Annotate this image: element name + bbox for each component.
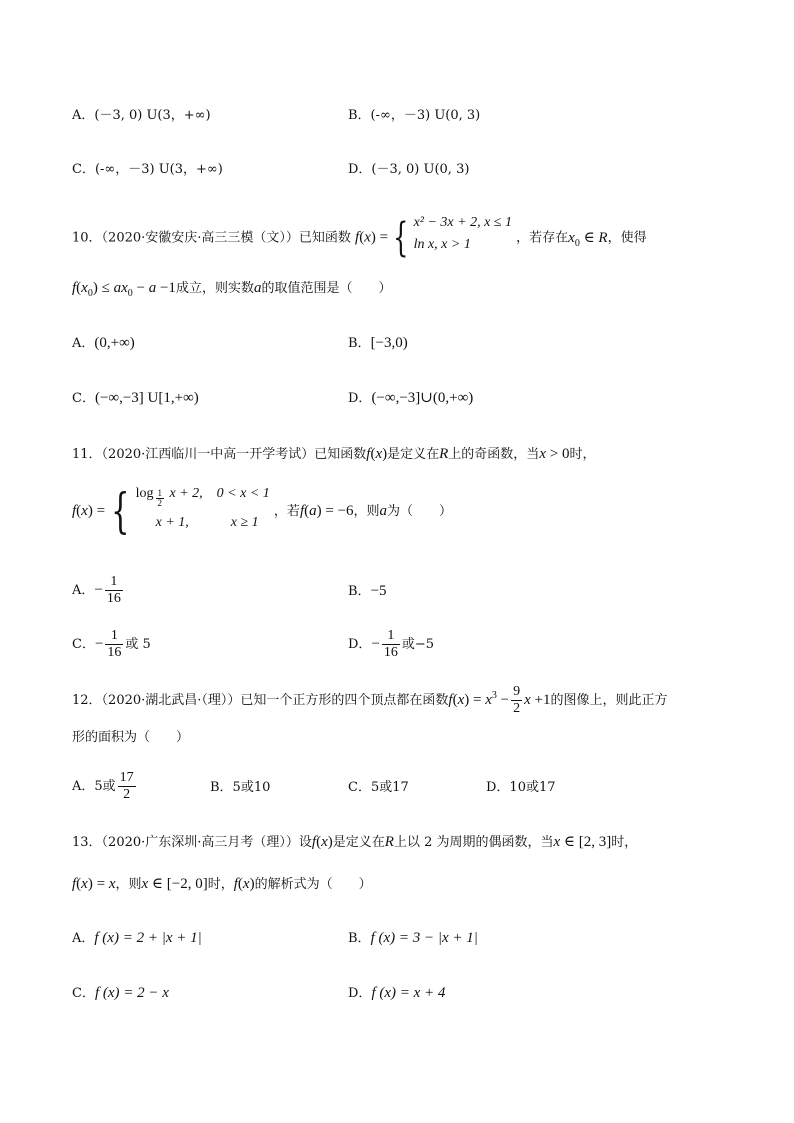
q10-function: f(x) =	[355, 229, 389, 246]
q13-interval2: x ∈ [−2, 0]	[141, 876, 208, 892]
q11-source: （2020·江西临川一中高一开学考试）已知函数	[101, 447, 367, 462]
q13-mid2: 上以 2 为周期的偶函数，当	[393, 835, 554, 850]
q11-piecewise-line	[72, 483, 453, 540]
q10-x0: $x_0$ ∈ R	[568, 229, 608, 249]
q13-line2a: ，则	[115, 877, 142, 892]
q10-stem	[72, 215, 647, 261]
q10-inequality: $f(x_0) \le ax_0 - a -1$	[72, 280, 176, 299]
q10-a: a	[253, 280, 262, 296]
q11-piecewise: log $_{\frac{1}{2}}$ x + 2, 0 < x < 1 x + 1, x ≥ 1	[135, 486, 270, 530]
q12-option-d[interactable]: D．10或17	[486, 780, 556, 795]
q10-option-d[interactable]: D．(−∞,−3]∪(0,+∞)	[348, 390, 474, 406]
q13-source: （2020·广东深圳·高三月考（理））设	[101, 835, 312, 850]
q11-stem	[72, 444, 595, 465]
q10-option-a[interactable]: A．(0,+∞)	[72, 335, 135, 351]
q13-interval: x ∈ [2, 3]	[553, 834, 612, 850]
q12-function: $f(x) = x^3$ − $\frac{9}{2}$ x +1	[448, 684, 551, 716]
q13-end: 时，	[611, 835, 638, 850]
q11-option-b[interactable]: B．−5	[348, 583, 387, 599]
q13-mid: 是定义在	[332, 835, 385, 850]
q10-option-c[interactable]: C．(−∞,−3] U[1,+∞)	[72, 390, 199, 406]
q13-option-d[interactable]: D．f (x) = x + 4	[348, 985, 446, 1001]
q13-R: R	[384, 834, 394, 850]
q12-option-a[interactable]: A．5或 $\frac{17}{2}$	[72, 770, 134, 802]
q13-option-b[interactable]: B．f (x) = 3 − |x + 1|	[348, 930, 478, 946]
q11-fa: f(a) = −6	[299, 502, 354, 519]
q11-mid: 是定义在	[387, 447, 440, 462]
q13-fx: f(x)	[311, 834, 333, 850]
q11-R: R	[439, 446, 449, 462]
q11-after: ，若	[273, 503, 300, 519]
q10-tail: 的取值范围是（ ）	[261, 281, 392, 296]
q11-mid2: 上的奇函数，当	[448, 447, 540, 462]
q9-option-a[interactable]: A．(－3, 0) U(3，+∞)	[72, 108, 211, 123]
q10-stem-line2	[72, 278, 391, 304]
q11-a: a	[379, 502, 388, 519]
q13-number: 13．	[72, 835, 102, 850]
q13-fx2: f(x)	[233, 876, 255, 892]
q11-after2: ，则	[353, 503, 380, 519]
q12-option-c[interactable]: C．5或17	[348, 780, 409, 795]
q10-number: 10．	[72, 230, 102, 246]
q13-option-c[interactable]: C．f (x) = 2 − x	[72, 985, 169, 1001]
q11-number: 11．	[72, 447, 102, 462]
q13-fx-eq: f(x) = x	[72, 876, 116, 892]
q9-option-b[interactable]: B．(-∞，－3) U(0, 3)	[348, 108, 481, 123]
q11-brace: {	[111, 483, 130, 540]
q11-option-a[interactable]: A．− $\frac{1}{16}$	[72, 574, 121, 606]
q13-line2b: 时，	[207, 877, 234, 892]
q11-fx: f(x)	[366, 446, 388, 462]
q10-mid: ，若存在	[516, 230, 569, 246]
q12-option-b[interactable]: B．5或10	[210, 780, 271, 795]
q11-option-c[interactable]: C．− $\frac{1}{16}$ 或 5	[72, 628, 151, 660]
q10-source: （2020·安徽安庆·高三三模（文））已知函数	[101, 230, 351, 246]
q11-end: 时，	[569, 447, 596, 462]
q12-source: （2020·湖北武昌·（理））已知一个正方形的四个顶点都在函数	[101, 692, 449, 708]
q9-option-d[interactable]: D．(－3, 0) U(0, 3)	[348, 162, 470, 177]
q10-brace: {	[393, 215, 409, 261]
q12-stem-line2: 形的面积为（ ）	[72, 730, 190, 745]
q13-line2c: 的解析式为（ ）	[254, 877, 372, 892]
q9-option-c[interactable]: C．(-∞，－3) U(3，+∞)	[72, 162, 223, 177]
q12-number: 12．	[72, 692, 102, 708]
q10-end: ，使得	[607, 230, 647, 246]
q12-end: 的图像上，则此正方	[550, 692, 668, 708]
q11-option-d[interactable]: D．− $\frac{1}{16}$ 或−5	[348, 628, 435, 660]
q13-option-a[interactable]: A．f (x) = 2 + |x + 1|	[72, 930, 202, 946]
q12-stem	[72, 684, 668, 720]
q13-stem-line2	[72, 874, 372, 895]
q11-after3: 为（ ）	[387, 503, 453, 519]
q11-cond: x > 0	[539, 446, 570, 462]
q10-cond: 成立，则实数	[175, 281, 254, 296]
q10-piecewise: x² − 3x + 2, x ≤ 1 ln x, x > 1	[413, 215, 512, 252]
q13-stem	[72, 832, 637, 853]
q10-option-b[interactable]: B．[−3,0)	[348, 335, 408, 351]
q11-function: f(x) =	[72, 502, 106, 519]
